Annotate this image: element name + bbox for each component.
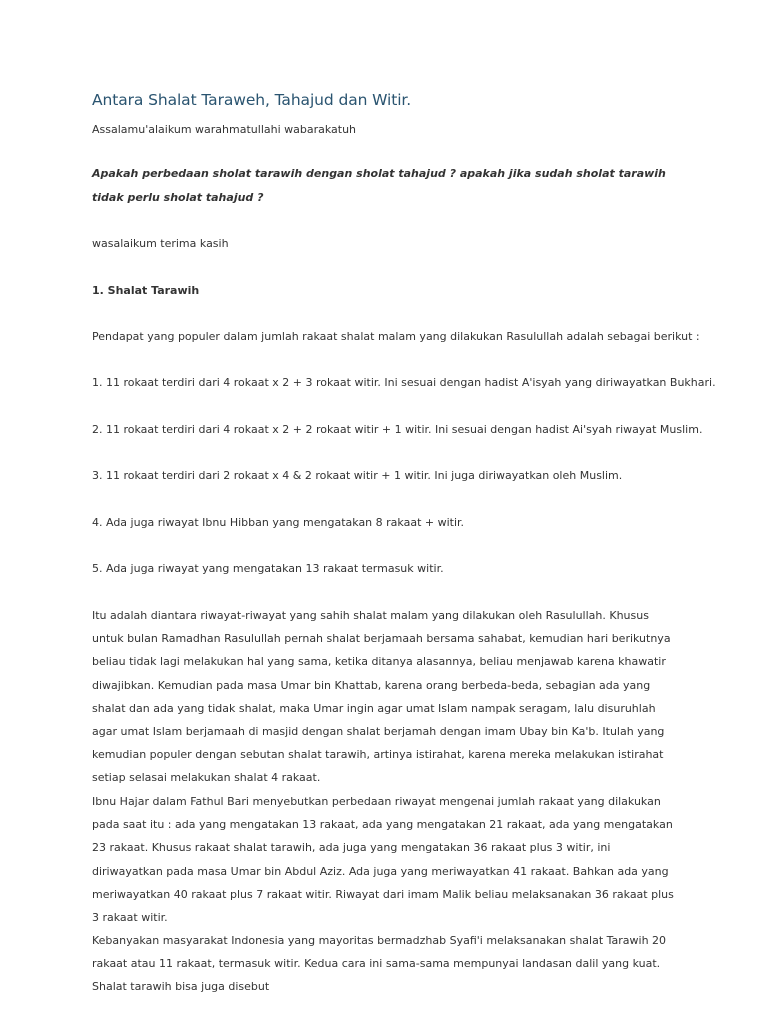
greeting: Assalamu'alaikum warahmatullahi wabarakatuh [92, 123, 357, 136]
closing-text: wasalaikum terima kasih [92, 237, 229, 250]
list-item: 4. Ada juga riwayat Ibnu Hibban yang mengatakan 8 rakaat + witir. [92, 516, 465, 529]
article-title: Antara Shalat Taraweh, Tahajud dan Witir. [92, 91, 412, 109]
body-paragraph: Itu adalah diantara riwayat-riwayat yang sahih shalat malam yang dilakukan oleh Rasulullah. Khusus untuk bulan Ramadhan Rasulullah pernah shalat berjamaah bersama sahabat, kemudian hari berikutnya beliau tidak lagi melakukan hal yang sama, ketika ditanya alasannya, beliau menjawab karena khawatir diwajibkan. Kemudian pada masa Umar bin Khattab, karena orang berbeda-beda, sebagian ada yang shalat dan ada yang tidak shalat, maka Umar ingin agar umat Islam nampak seragam, lalu disuruhlah agar umat Islam berjamaah di masjid dengan shalat berjamah dengan imam Ubay bin Ka'b. Itulah yang kemudian populer dengan sebutan shalat tarawih, artinya istirahat, karena mereka melakukan istirahat setiap selasai melakukan shalat 4 rakaat. [92, 609, 671, 785]
list-item: 1. 11 rokaat terdiri dari 4 rokaat x 2 + 3 rokaat witir. Ini sesuai dengan hadist A'isyah yang diriwayatkan Bukhari. [92, 376, 716, 389]
list-item: 5. Ada juga riwayat yang mengatakan 13 rakaat termasuk witir. [92, 562, 444, 575]
intro-paragraph: Pendapat yang populer dalam jumlah rakaat shalat malam yang dilakukan Rasulullah adalah sebagai berikut : [92, 330, 700, 343]
question: Apakah perbedaan sholat tarawih dengan sholat tahajud ? apakah jika sudah sholat tarawih tidak perlu sholat tahajud ? [92, 167, 666, 204]
section-heading: 1. Shalat Tarawih [92, 284, 200, 297]
list-item: 2. 11 rokaat terdiri dari 4 rokaat x 2 + 2 rokaat witir + 1 witir. Ini sesuai dengan hadist Ai'syah riwayat Muslim. [92, 423, 703, 436]
body-paragraph: Ibnu Hajar dalam Fathul Bari menyebutkan perbedaan riwayat mengenai jumlah rakaat yang dilakukan pada saat itu : ada yang mengatakan 13 rakaat, ada yang mengatakan 21 rakaat, ada yang mengatakan 23 rakaat. Khusus rakaat shalat tarawih, ada juga yang mengatakan 36 rakaat plus 3 witir, ini diriwayatkan pada masa Umar bin Abdul Aziz. Ada juga yang meriwayatkan 41 rakaat. Bahkan ada yang meriwayatkan 40 rakaat plus 7 rakaat witir. Riwayat dari imam Malik beliau melaksanakan 36 rakaat plus 3 rakaat witir. [92, 795, 674, 925]
body-paragraph: Kebanyakan masyarakat Indonesia yang mayoritas bermadzhab Syafi'i melaksanakan shalat Tarawih 20 rakaat atau 11 rakaat, termasuk witir. Kedua cara ini sama-sama mempunyai landasan dalil yang kuat. Shalat tarawih bisa juga disebut [92, 934, 667, 994]
list-item: 3. 11 rokaat terdiri dari 2 rokaat x 4 & 2 rokaat witir + 1 witir. Ini juga diriwayatkan oleh Muslim. [92, 469, 623, 482]
